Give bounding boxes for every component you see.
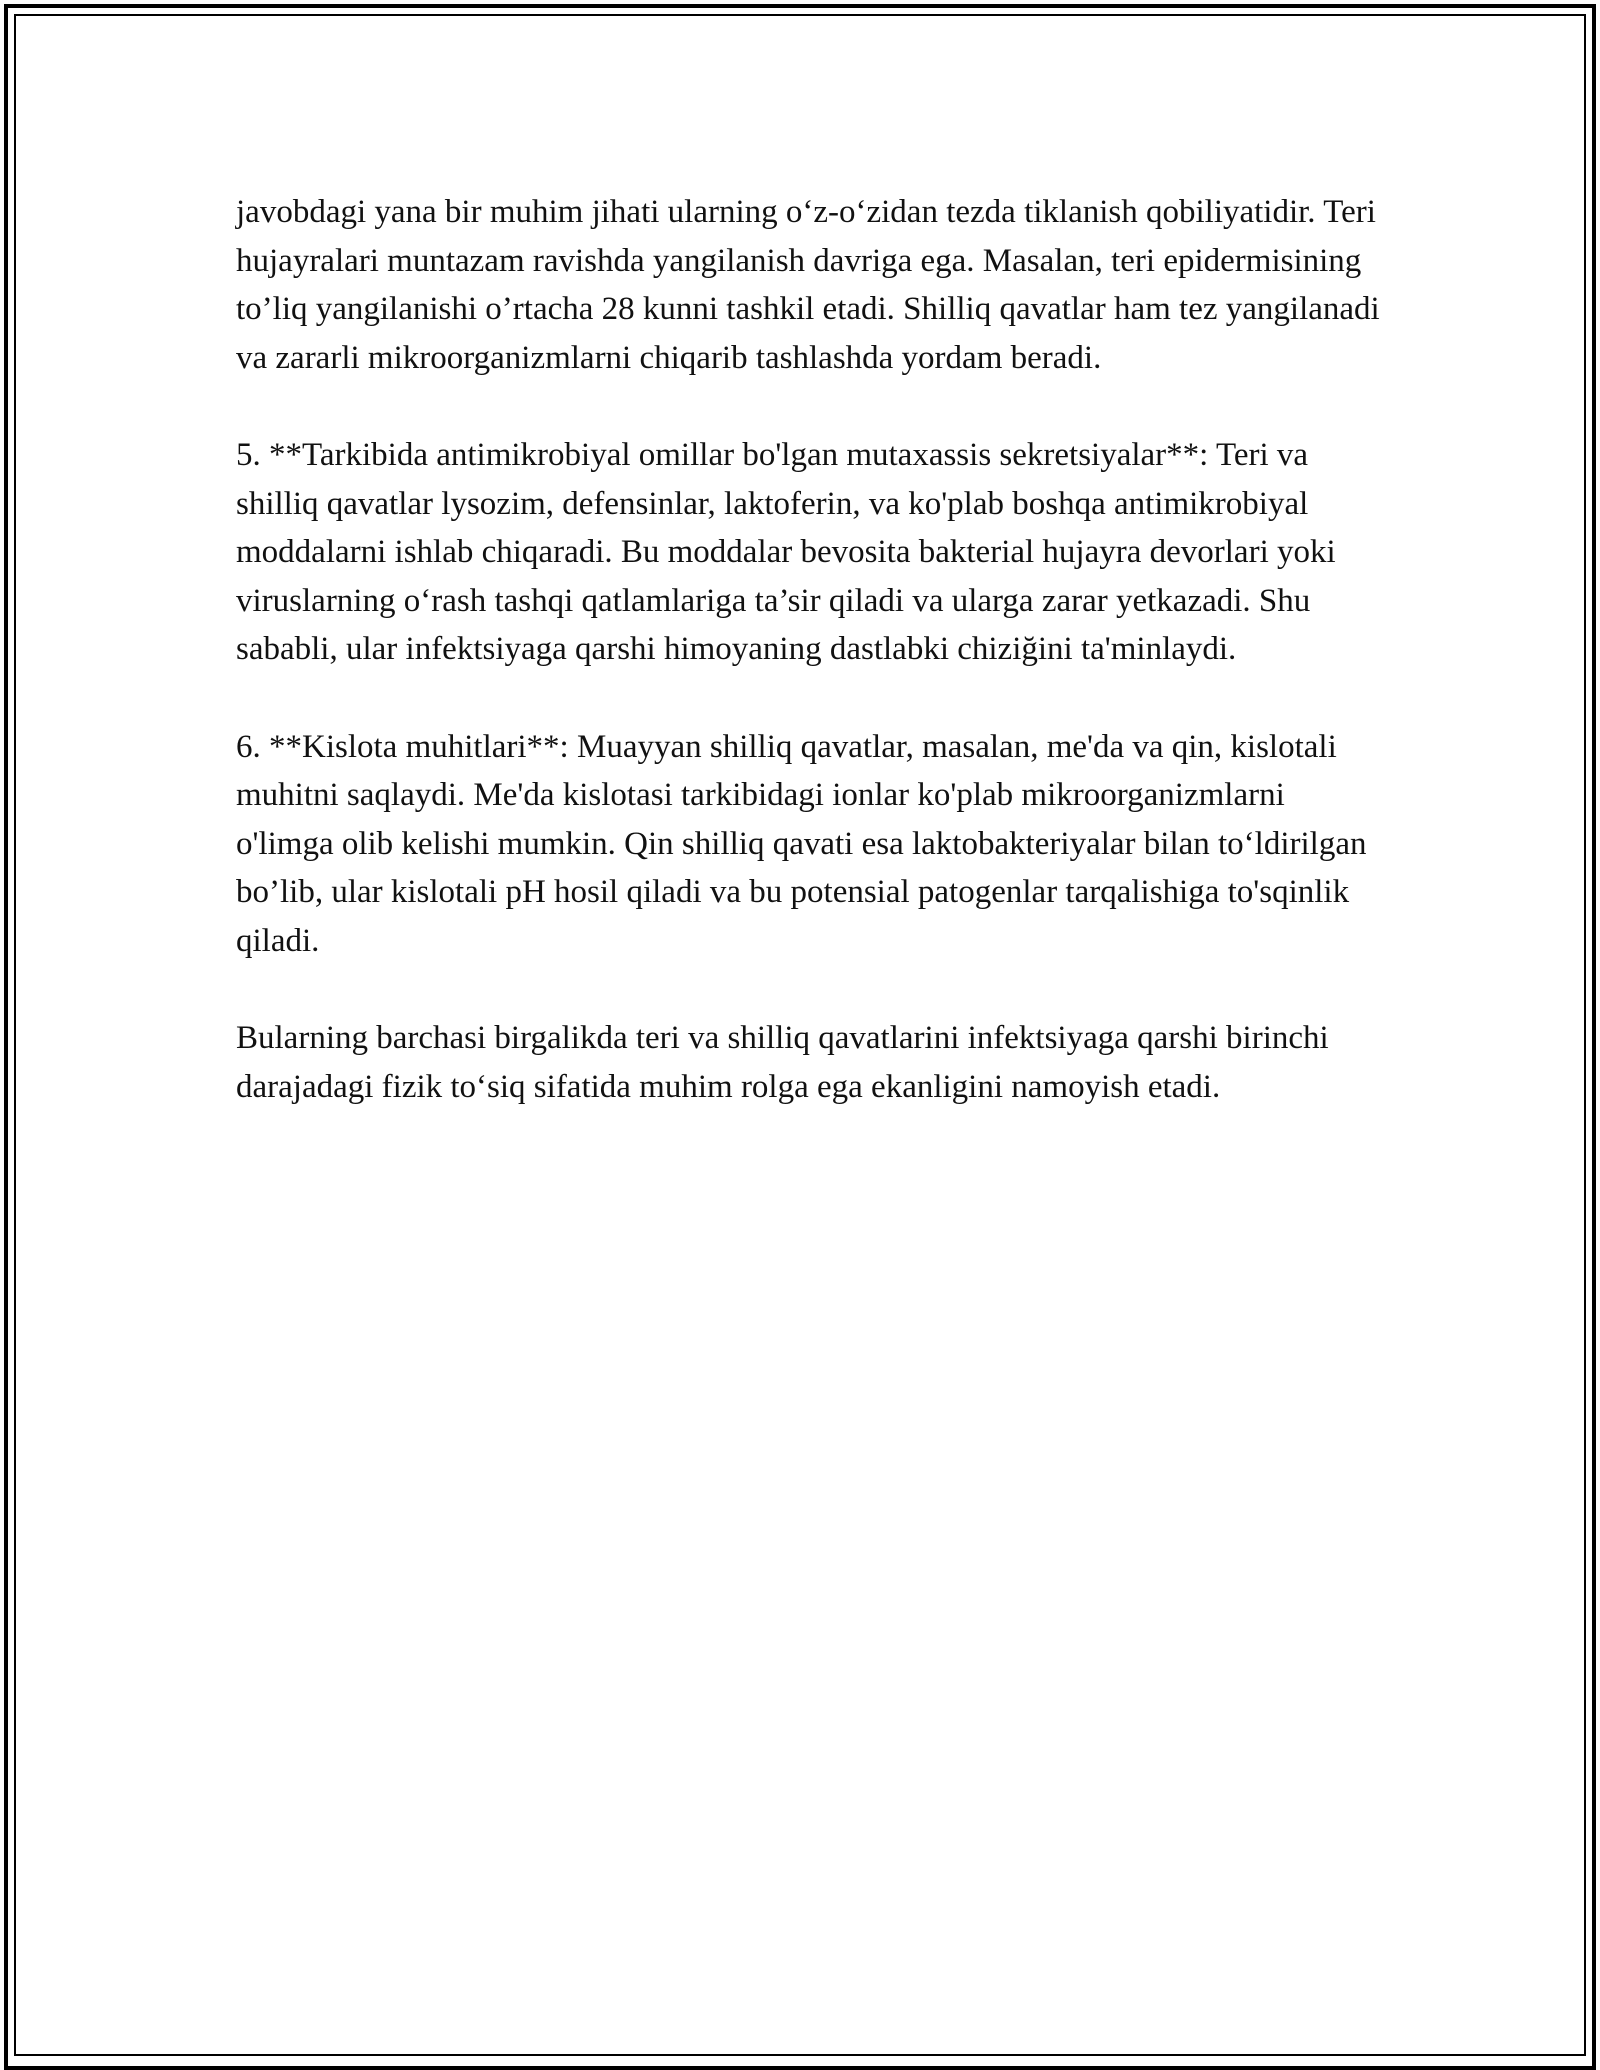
document-body — [236, 188, 1386, 1111]
paragraph-regeneration: javobdagi yana bir muhim jihati ularning o‘z-o‘zidan tezda tiklanish qobiliyatidir. Teri hujayralari muntazam ravishda yangilanish davriga ega. Masalan, teri epidermisining to’liq yangilanishi o’rtacha 28 kunni tashkil etadi. Shilliq qavatlar ham tez yangilanadi va zararli mikroorganizmlarni chiqarib tashlashda yordam beradi. — [236, 194, 1380, 376]
paragraph-antimicrobial-secretions: 5. **Tarkibida antimikrobiyal omillar bo'lgan mutaxassis sekretsiyalar**: Teri va shilliq qavatlar lysozim, defensinlar, laktoferin, va ko'plab boshqa antimikrobiyal moddalarni ishlab chiqaradi. Bu moddalar bevosita bakterial hujayra devorlari yoki viruslarning o‘rash tashqi qatlamlariga ta’sir qiladi va ularga zarar yetkazadi. Shu sababli, ular infektsiyaga qarshi himoyaning dastlabki chiziğini ta'minlaydi. — [236, 436, 1336, 668]
paragraph-acidic-environments: 6. **Kislota muhitlari**: Muayyan shilliq qavatlar, masalan, me'da va qin, kislotali muhitni saqlaydi. Me'da kislotasi tarkibidagi ionlar ko'plab mikroorganizmlarni o'limga olib kelishi mumkin. Qin shilliq qavati esa laktobakteriyalar bilan to‘ldirilgan bo’lib, ular kislotali pH hosil qiladi va bu potensial patogenlar tarqalishiga to'sqinlik qiladi. — [236, 728, 1367, 959]
paragraph-conclusion: Bularning barchasi birgalikda teri va shilliq qavatlarini infektsiyaga qarshi birinchi darajadagi fizik to‘siq sifatida muhim rolga ega ekanligini namoyish etadi. — [236, 1020, 1329, 1105]
